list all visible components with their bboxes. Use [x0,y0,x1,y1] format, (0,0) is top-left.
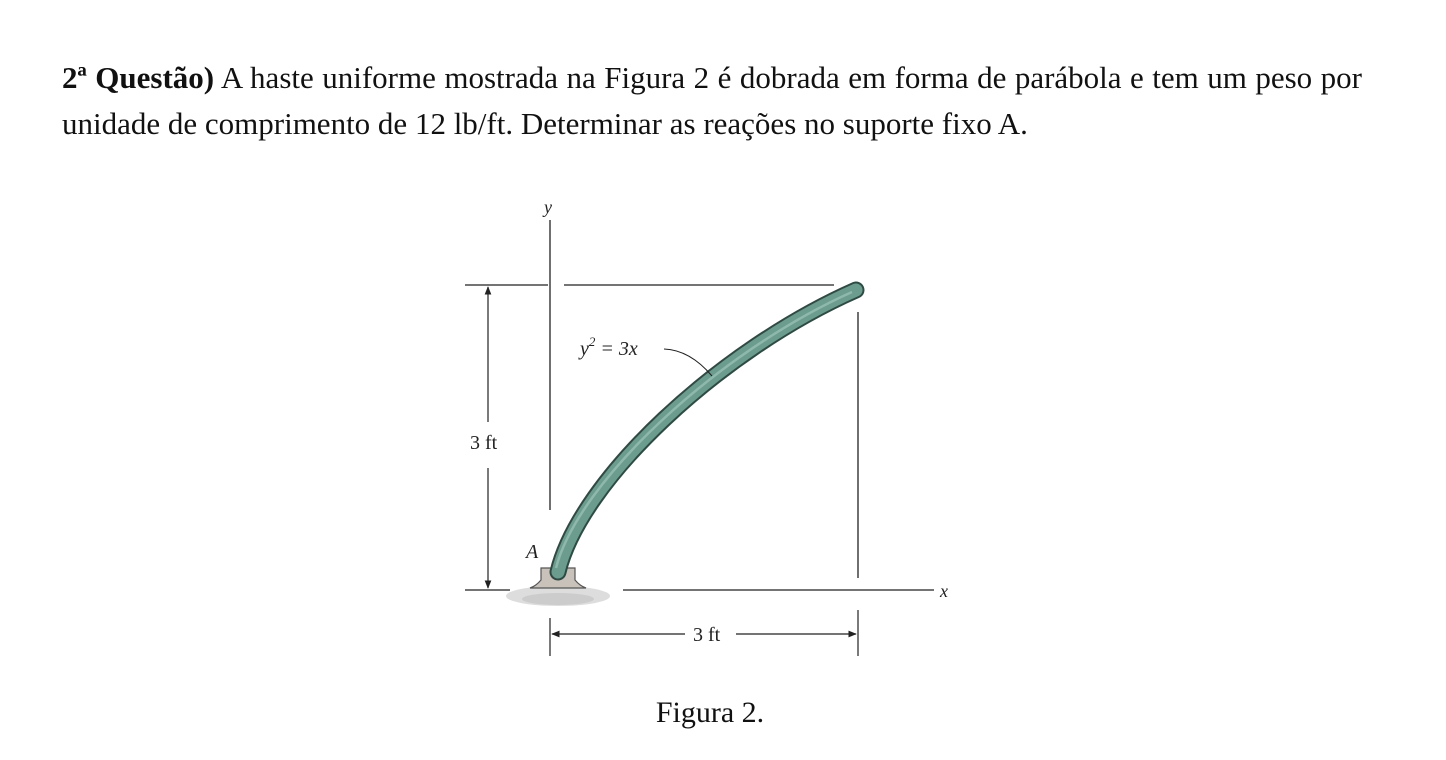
rod-highlight [556,292,852,568]
curve-equation-lhs: y [580,338,589,360]
question-label: 2ª Questão) [62,60,215,95]
figure-caption: Figura 2. [655,696,765,729]
parabolic-rod [558,290,856,572]
curve-equation-rhs: = 3x [595,338,638,360]
question-paragraph [62,55,1362,147]
y-axis-label: y [544,197,552,217]
rod-outline [558,290,856,572]
vertical-dimension-label: 3 ft [470,432,498,454]
horizontal-dimension-label: 3 ft [693,624,721,646]
curve-equation-exp: 2 [588,334,596,349]
question-text: A haste uniforme mostrada na Figura 2 é dobrada em forma de parábola e tem um peso por unidade de comprimento de 12 lb/ft. Determinar as reações no suporte fixo A. [62,60,1362,141]
equation-leader-line [664,349,712,376]
point-a-label: A [526,541,539,563]
x-axis-label: x [940,581,948,601]
curve-equation [578,334,638,360]
ground-hatch-inner [522,593,594,605]
parabolic-rod-figure [440,190,980,670]
